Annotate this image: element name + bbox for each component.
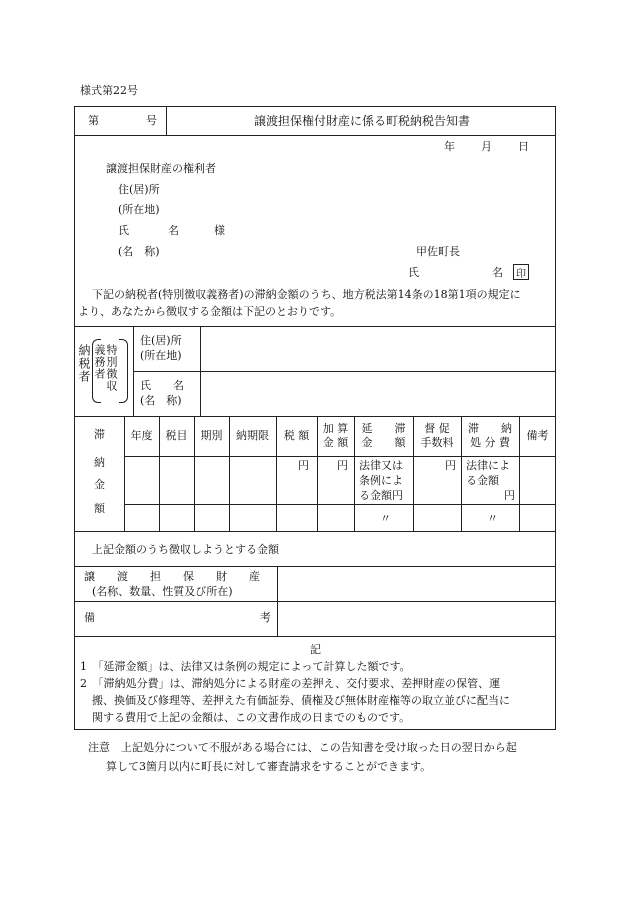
taxpayer-address-label: 住(居)所	[140, 334, 182, 347]
divider	[74, 566, 556, 567]
collect-amount-label: 上記金額のうち徴収しようとする金額	[92, 543, 279, 556]
header-remarks: 備考	[526, 429, 549, 443]
divider	[74, 636, 556, 637]
tax-unit: 円	[298, 459, 309, 472]
date-day: 日	[518, 140, 529, 153]
body-text-line2: より、あなたから徴収する金額は下記のとおりです。	[78, 305, 342, 318]
side-label-char3: 金	[94, 478, 105, 491]
header-surcharge-line2: 金 額	[322, 436, 349, 449]
side-label-char1: 滞	[94, 428, 105, 441]
header-reminder-fee	[413, 416, 461, 456]
body-text-line1: 下記の納税者(特別徴収義務者)の滞納金額のうち、地方税法第14条の18第1項の規定に	[92, 288, 521, 301]
divider	[124, 504, 556, 505]
issuer-title: 甲佐町長	[416, 245, 460, 258]
header-arrears-line2: 金 額	[361, 436, 406, 449]
recipient-location-label: (所在地)	[118, 203, 160, 216]
note-item-1: 1 「延滞金額」は、法律又は条例の規定によって計算した額です。	[80, 660, 411, 673]
document-title: 譲渡担保権付財産に係る町税納税告知書	[254, 114, 471, 128]
recipient-name-char2: 名	[168, 224, 179, 237]
taxpayer-label: 納税者	[77, 344, 91, 383]
recipient-address-label: 住(居)所	[118, 183, 160, 196]
caution-line2: 算して3箇月以内に町長に対して審査請求をすることができます。	[106, 760, 432, 773]
date-year: 年	[444, 140, 455, 153]
divider	[74, 601, 556, 602]
reminder-unit: 円	[445, 459, 456, 472]
divider	[74, 326, 556, 327]
issuer-name-char1: 氏	[408, 266, 419, 279]
header-fiscal-year: 年度	[130, 429, 153, 443]
header-deadline: 納期限	[236, 429, 269, 443]
right-brace	[119, 339, 128, 403]
form-number: 様式第22号	[80, 84, 138, 97]
remarks-label-left: 備	[84, 611, 95, 624]
note-item-2-line1: 2 「滞納処分費」は、滞納処分による財産の差押え、交付要求、差押財産の保管、運	[80, 677, 501, 690]
header-tax-item: 税目	[165, 429, 188, 443]
arrears-note-line2: 条例によ	[359, 474, 403, 487]
caution-line1: 注意 上記処分について不服がある場合には、この告知書を受け取った日の翌日から起	[88, 741, 517, 754]
surcharge-unit: 円	[337, 459, 348, 472]
header-surcharge	[317, 416, 354, 456]
side-label-char2: 納	[94, 456, 105, 469]
header-reminder-line2: 手数料	[420, 436, 454, 449]
header-tax-amount: 税 額	[283, 429, 310, 443]
taxpayer-name-label: 氏 名	[140, 379, 184, 392]
obligor-label: 義務者	[93, 344, 106, 380]
taxpayer-meisho-label: (名 称)	[140, 394, 182, 407]
arrears-note-line1: 法律又は	[359, 459, 403, 472]
side-label-char4: 額	[94, 502, 105, 515]
disposal-ditto-mark: 〃	[487, 512, 498, 525]
collateral-label: 譲 渡 担 保 財 産	[84, 570, 260, 583]
remarks-label-right: 考	[260, 611, 271, 624]
collateral-sublabel: (名称、数量、性質及び所在)	[92, 585, 233, 598]
number-prefix: 第	[88, 114, 99, 127]
divider	[133, 371, 556, 372]
arrears-ditto-mark: 〃	[380, 512, 391, 525]
header-period: 期別	[200, 429, 223, 443]
notes-heading: 記	[310, 643, 321, 656]
header-disposal-line1: 滞 納	[468, 422, 512, 436]
header-reminder-line1: 督 促	[424, 422, 450, 436]
header-disposal-cost	[461, 416, 519, 456]
disposal-note-line2: る金額	[466, 474, 499, 487]
disposal-unit: 円	[504, 489, 515, 502]
note-item-2-line2: 搬、換価及び修理等、差押えた有価証券、債権及び無体財産権等の取立並びに配当に	[92, 694, 510, 707]
divider	[166, 106, 167, 135]
note-item-2-line3: 関する費用で上記の金額は、この文書作成の日までのものです。	[92, 711, 411, 724]
number-suffix: 号	[146, 114, 157, 127]
divider	[124, 456, 556, 457]
recipient-heading: 譲渡担保財産の権利者	[106, 162, 216, 175]
header-surcharge-line1: 加 算	[322, 422, 349, 436]
issuer-name-char2: 名	[492, 266, 503, 279]
seal-mark: 印	[513, 264, 529, 280]
disposal-note-line1: 法律によ	[466, 459, 510, 472]
recipient-meisho-label: (名 称)	[118, 245, 160, 258]
divider	[74, 531, 556, 532]
date-month: 月	[481, 140, 492, 153]
header-arrears-line1: 延 滞	[361, 422, 406, 436]
recipient-name-char1: 氏	[118, 224, 129, 237]
header-arrears	[354, 416, 413, 456]
special-collector-label: 特別徴収	[105, 344, 118, 392]
recipient-honorific: 様	[214, 224, 225, 237]
header-disposal-line2: 処 分 費	[470, 436, 510, 449]
divider	[74, 135, 556, 136]
taxpayer-location-label: (所在地)	[140, 349, 182, 362]
arrears-note-line3: る金額円	[359, 489, 403, 502]
